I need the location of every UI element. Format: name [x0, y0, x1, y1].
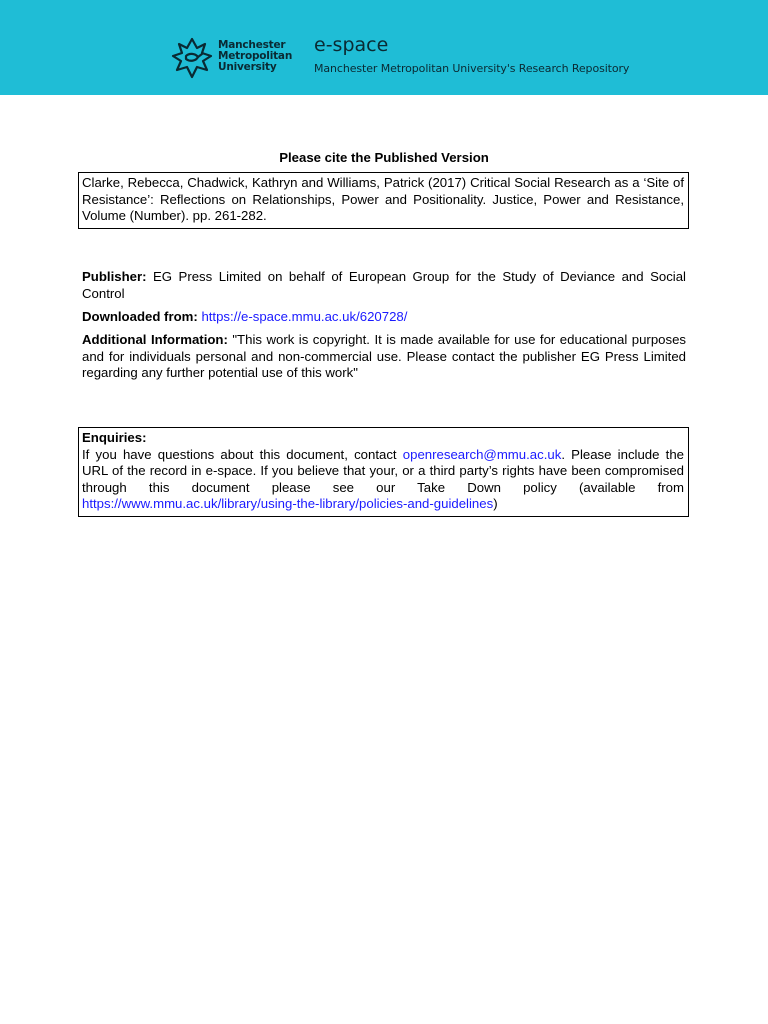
additional-info-label: Additional Information:	[82, 332, 228, 347]
downloaded-link[interactable]: https://e-space.mmu.ac.uk/620728/	[201, 309, 408, 324]
repository-subtitle: Manchester Metropolitan University's Research Repository	[314, 62, 630, 75]
citation-box	[78, 172, 689, 229]
header-banner	[0, 0, 768, 95]
enquiries-text: . Please include the URL of the record in e-space. If you believe that your, or a third party’s rights have been compromised through this document please see our Take Down policy (available from	[82, 446, 684, 495]
cite-heading: Please cite the Published Version	[279, 150, 489, 165]
university-name-line: University	[218, 61, 277, 73]
downloaded-label: Downloaded from:	[82, 309, 198, 324]
additional-info-section	[82, 332, 686, 382]
repository-title: e-space	[314, 34, 389, 56]
publisher-label: Publisher:	[82, 269, 147, 284]
university-name	[218, 40, 292, 73]
policy-link[interactable]: https://www.mmu.ac.uk/library/using-the-library/policies-and-guidelines	[82, 496, 494, 512]
enquiries-text: If you have questions about this document, contact	[82, 446, 403, 462]
publisher-section	[82, 269, 686, 302]
enquiries-box	[78, 427, 689, 517]
university-name-line: Metropolitan	[218, 50, 293, 62]
enquiries-label: Enquiries:	[82, 430, 147, 445]
enquiries-email-link[interactable]: openresearch@mmu.ac.uk	[402, 446, 562, 462]
publisher-value: EG Press Limited on behalf of European Group for the Study of Deviance and Social Control	[82, 269, 686, 301]
mmu-swan-logo-icon	[170, 36, 214, 80]
citation-text: Clarke, Rebecca, Chadwick, Kathryn and Williams, Patrick (2017) Critical Social Research as a ‘Site of Resistance’: Reflections on Relationships, Power and Positionality. Justice, Power and Resistance, Volume (Number). pp. 261-282.	[82, 175, 684, 224]
university-name-line: Manchester	[218, 39, 286, 51]
additional-info-value: "This work is copyright. It is made available for use for educational purposes and for individuals personal and non-commercial use. Please contact the publisher EG Press Limited regarding any further potential use of this work"	[82, 332, 687, 381]
enquiries-text-end: )	[493, 496, 498, 512]
downloaded-section	[82, 309, 686, 326]
